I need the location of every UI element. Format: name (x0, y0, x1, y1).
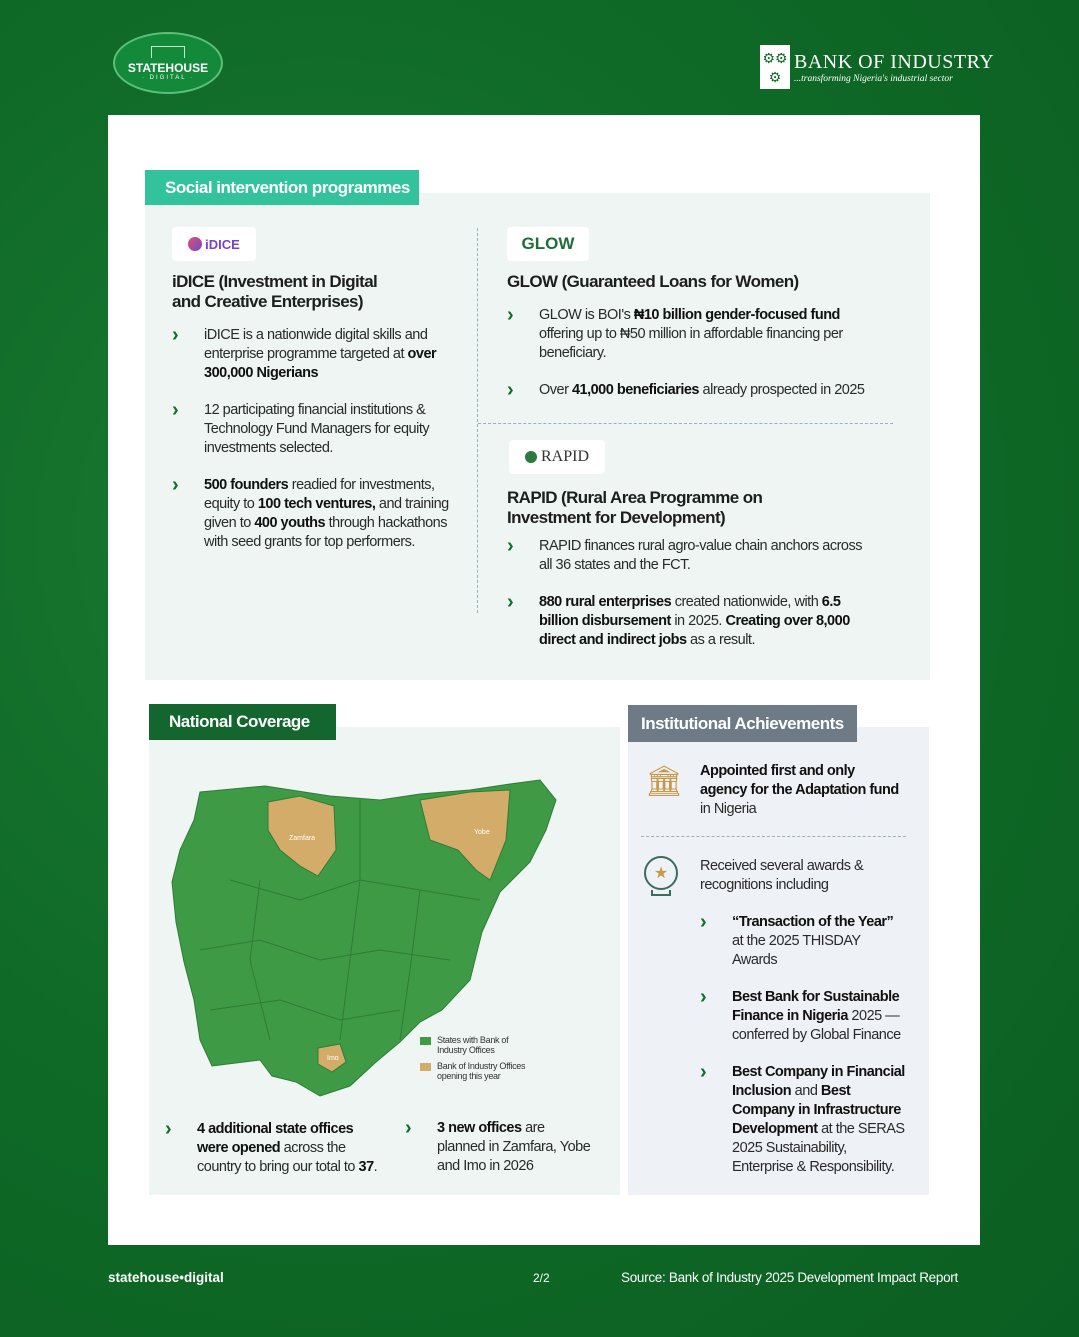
divider (641, 836, 906, 837)
divider (478, 423, 893, 424)
text-segment: offering up to ₦50 million in affordable financing per beneficiary. (539, 326, 843, 361)
bold-text: 37 (358, 1159, 374, 1175)
bold-text: “Transaction of the Year” (732, 914, 894, 930)
bullet-item (700, 913, 905, 970)
bullet-text (197, 1120, 380, 1177)
text-segment: at the 2025 THISDAY Awards (732, 933, 861, 968)
rapid-logo: RAPID (509, 440, 605, 474)
bold-text: Appointed first and only agency for the Adaptation fund (700, 763, 899, 798)
text-segment: across the country to bring our total to (197, 1140, 359, 1175)
coverage-bullet (165, 1120, 380, 1195)
text-segment: at the SERAS 2025 Sustainability, Enterprise & Responsibility. (732, 1121, 905, 1175)
page-number: 2/2 (533, 1271, 550, 1285)
social-section-title: Social intervention programmes (145, 170, 419, 205)
gears-icon: ⚙⚙ ⚙ (760, 45, 790, 89)
text-segment: as a result. (686, 632, 755, 648)
bold-text: 100 tech ventures, (257, 496, 376, 512)
bold-text: Best Company in Infrastructure Development (732, 1083, 901, 1137)
awards-intro: Received several awards & recognitions including (700, 858, 864, 893)
bullet-text (204, 401, 457, 458)
rapid-title: RAPID (Rural Area Programme on Investment for Development) (507, 488, 763, 527)
bullet-item (172, 401, 457, 458)
chevron-right-icon: › (507, 535, 514, 557)
glow-bullets (507, 306, 877, 418)
text-segment: and training given to (204, 496, 449, 531)
text-segment: Over (539, 382, 572, 398)
bold-text: Best Bank for Sustainable Finance in Nigeria (732, 989, 900, 1024)
bank-building-icon: 🏛 (645, 765, 684, 798)
bullet-item (165, 1120, 380, 1177)
text-segment: and (791, 1083, 821, 1099)
boi-tagline: ...transforming Nigeria's industrial sector (794, 73, 953, 84)
boi-name: BANK OF INDUSTRY (794, 50, 995, 73)
building-icon (151, 46, 185, 58)
text-segment: in Nigeria (700, 801, 757, 817)
chevron-right-icon: › (172, 324, 179, 346)
bold-text: 6.5 billion disbursement (539, 594, 841, 629)
statehouse-logo (113, 32, 223, 94)
text-segment: in 2025. (670, 613, 726, 629)
bullet-item (507, 537, 877, 575)
glow-logo: GLOW (507, 227, 589, 261)
bullet-text (204, 476, 457, 552)
zamfara-label: Zamfara (289, 835, 316, 842)
legend-swatch (420, 1063, 431, 1071)
adaptation-fund-text (700, 762, 905, 819)
glow-title: GLOW (Guaranteed Loans for Women) (507, 272, 799, 291)
bullet-item (405, 1119, 595, 1176)
award-icon: ★ (643, 856, 679, 900)
chevron-right-icon: › (507, 304, 514, 326)
bullet-item (507, 381, 877, 400)
legend-label: Bank of Industry Offices opening this year (437, 1061, 526, 1081)
text-segment: through hackathons with seed grants for top performers. (204, 515, 447, 550)
chevron-right-icon: › (172, 474, 179, 496)
bullet-item (507, 593, 877, 650)
boi-logo (760, 45, 994, 89)
text-segment: . (373, 1159, 378, 1175)
bullet-item (507, 306, 877, 363)
chevron-right-icon: › (700, 1061, 707, 1083)
text-segment: readied for investments, equity to (204, 477, 435, 512)
text-segment: iDICE is a nationwide digital skills and enterprise programme targeted at (204, 327, 428, 362)
bullet-item (172, 326, 457, 383)
legend-swatch (420, 1037, 431, 1045)
bullet-text (539, 306, 877, 363)
text-segment: 2025 — conferred by Global Finance (732, 1008, 901, 1043)
idice-bullets (172, 326, 457, 570)
chevron-right-icon: › (405, 1117, 412, 1139)
bullet-text (539, 381, 864, 400)
bold-text: 41,000 beneficiaries (571, 382, 699, 398)
bullet-text (539, 593, 877, 650)
awards-list (700, 913, 905, 1195)
chevron-right-icon: › (700, 986, 707, 1008)
text-segment: created nationwide, with (671, 594, 822, 610)
rapid-bullets (507, 537, 877, 668)
bullet-text (732, 1063, 905, 1177)
bold-text: 4 additional state offices were opened (197, 1121, 354, 1156)
statehouse-sub: · DIGITAL · (142, 74, 194, 81)
imo-label: Imo (327, 1055, 339, 1062)
idice-logo: iDICE (172, 227, 256, 261)
achievements-title: Institutional Achievements (628, 705, 857, 742)
bold-text: Creating over 8,000 direct and indirect jobs (539, 613, 850, 648)
statehouse-wordmark: STATEHOUSE (127, 60, 209, 75)
coverage-bullet (405, 1119, 595, 1194)
bold-text: over 300,000 Nigerians (204, 346, 437, 381)
text-segment: are planned in Zamfara, Yobe and Imo in 2026 (437, 1120, 591, 1174)
text-segment: RAPID finances rural agro-value chain anchors across all 36 states and the FCT. (539, 538, 862, 573)
bullet-text (437, 1119, 595, 1176)
bold-text: 3 new offices (437, 1120, 522, 1136)
bold-text: 880 rural enterprises (539, 594, 672, 610)
bullet-item (700, 988, 905, 1045)
chevron-right-icon: › (172, 399, 179, 421)
bullet-item (172, 476, 457, 552)
footer-brand: statehouse•digital (108, 1270, 224, 1285)
map-legend (420, 1035, 540, 1081)
bold-text: Best Company in Financial Inclusion (732, 1064, 905, 1099)
text-segment: 12 participating financial institutions & Technology Fund Managers for equity investments selected. (204, 402, 430, 456)
idice-title: iDICE (Investment in Digital and Creative Enterprises) (172, 272, 378, 311)
chevron-right-icon: › (507, 379, 514, 401)
coverage-title: National Coverage (149, 704, 336, 740)
bold-text: 400 youths (254, 515, 326, 531)
legend-label: States with Bank of Industry Offices (437, 1035, 509, 1055)
bold-text: ₦10 billion gender-focused fund (633, 307, 840, 323)
footer-source: Source: Bank of Industry 2025 Development Impact Report (621, 1270, 958, 1285)
chevron-right-icon: › (700, 911, 707, 933)
bullet-text (732, 988, 905, 1045)
bullet-text (732, 913, 905, 970)
chevron-right-icon: › (507, 591, 514, 613)
bullet-text (539, 537, 877, 575)
text-segment: already prospected in 2025 (699, 382, 865, 398)
chevron-right-icon: › (165, 1118, 172, 1140)
bold-text: 500 founders (204, 477, 289, 493)
divider (477, 228, 478, 613)
yobe-label: Yobe (474, 829, 490, 836)
bullet-text (204, 326, 457, 383)
text-segment: GLOW is BOI's (539, 307, 634, 323)
bullet-item (700, 1063, 905, 1177)
